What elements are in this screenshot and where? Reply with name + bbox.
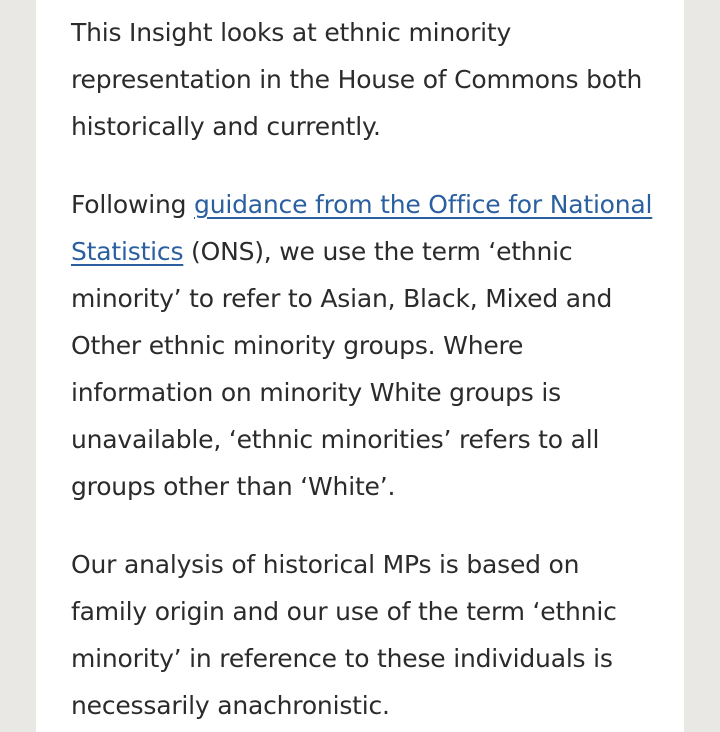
terminology-prefix: Following — [71, 190, 195, 219]
ons-guidance-link[interactable]: guidance from the Office for National Statistics — [71, 190, 653, 266]
intro-paragraph: This Insight looks at ethnic minority representation in the House of Commons both historically and currently. — [71, 18, 643, 141]
terminology-suffix: (ONS), we use the term ‘ethnic minority’ to refer to Asian, Black, Mixed and Other ethnic minority groups. Where information on minority White groups is unavailable, ‘ethnic minorities’ refers to all groups other than ‘White’. — [71, 237, 613, 501]
terminology-paragraph — [71, 181, 661, 510]
article-body — [71, 9, 661, 729]
content-panel — [36, 0, 684, 732]
historical-mps-paragraph: Our analysis of historical MPs is based on family origin and our use of the term ‘ethnic minority’ in reference to these individuals is necessarily anachronistic. — [71, 550, 617, 720]
